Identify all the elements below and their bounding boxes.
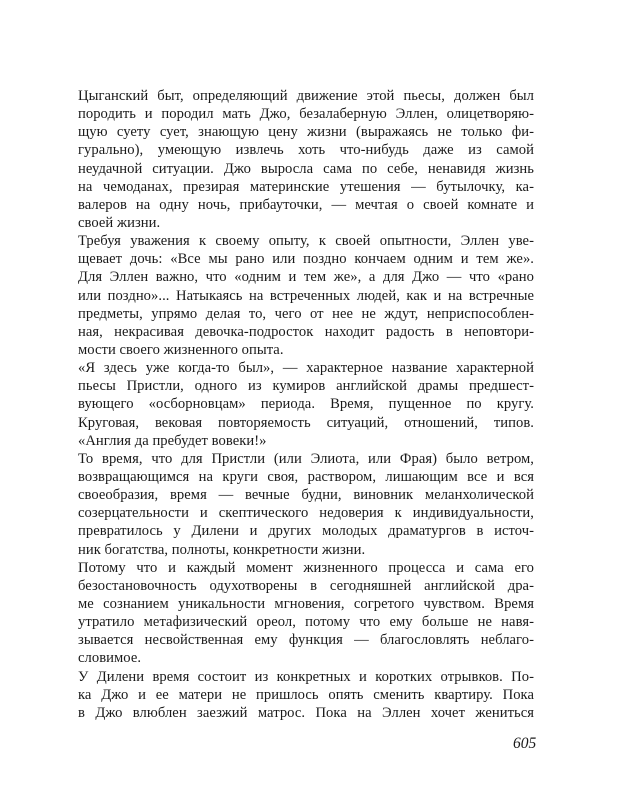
paragraph [78, 450, 534, 559]
text-line: Цыганский быт, определяющий движение этой пьесы, должен был [78, 88, 534, 104]
text-line: гурально), умеющую извлечь хоть что-нибудь даже из самой [78, 142, 534, 159]
text-line: или поздно»... Натыкаясь на встреченных людей, как и на встречные [78, 287, 534, 304]
text-line: «Англия да пребудет вовеки!» [78, 432, 267, 449]
body-text [78, 87, 534, 722]
paragraph [78, 559, 534, 668]
text-line: Требуя уважения к своему опыту, к своей опытности, Эллен уве- [78, 233, 534, 250]
text-line: созерцательности и скептического недоверия к индивидуальности, [78, 505, 534, 522]
text-line: в Джо влюблен заезжий матрос. Пока на Эллен хочет жениться [78, 704, 534, 721]
text-line: У Дилени время состоит из конкретных и коротких отрывков. По- [78, 668, 534, 685]
text-line: ме сознанием уникальности мгновения, согретого чувством. Время [78, 595, 534, 612]
paragraph [78, 359, 534, 450]
text-line: Круговая, вековая повторяемость ситуаций, отношений, типов. [78, 414, 534, 431]
text-line: ная, некрасивая девочка-подросток находит радость в неповтори- [78, 323, 534, 340]
paragraph [78, 668, 534, 722]
text-line: возвращающимся на круги своя, раствором, лишающим все и вся [78, 468, 534, 485]
text-line: своей жизни. [78, 214, 161, 231]
text-line: щевает дочь: «Все мы рано или поздно кончаем одним и тем же». [78, 251, 534, 268]
text-line: Для Эллен важно, что «одним и тем же», а для Джо — что «рано [78, 269, 534, 286]
text-line: на чемоданах, презирая материнские утешения — бутылочку, ка- [78, 178, 534, 195]
text-line: щую суету сует, знающую цену жизни (выражаясь не только фи- [78, 124, 534, 141]
text-line: предметы, упрямо делая то, чего от нее не ждут, неприспособлен- [78, 305, 534, 322]
text-line: ник богатства, полноты, конкретности жизни. [78, 541, 366, 558]
text-line: «Я здесь уже когда-то был», — характерное название характерной [78, 360, 534, 377]
text-line: превратилось у Дилени и других молодых драматургов в источ- [78, 523, 534, 540]
text-line: своеобразия, время — вечные будни, виновник меланхолической [78, 487, 534, 504]
text-line: мости своего жизненного опыта. [78, 341, 284, 358]
paragraph [78, 232, 534, 359]
text-line: неудачной ситуации. Джо выросла сама по себе, ненавидя жизнь [78, 160, 534, 177]
text-line: валеров на одну ночь, прибауточки, — мечтая о своей комнате и [78, 196, 534, 213]
text-line: словимое. [78, 650, 142, 667]
text-line: ка Джо и ее матери не пришлось опять сменить квартиру. Пока [78, 686, 534, 703]
paragraph [78, 87, 534, 232]
text-line: безостановочность одухотворены в сегодняшней английской дра- [78, 577, 534, 594]
text-line: пьесы Пристли, одного из кумиров английской драмы предшест- [78, 378, 534, 395]
text-line: Потому что и каждый момент жизненного процесса и сама его [78, 559, 534, 576]
text-line: утратило метафизический ореол, потому что ему больше не навя- [78, 614, 534, 631]
text-line: вующего «осборновцам» периода. Время, пущенное по кругу. [78, 396, 534, 413]
text-line: породить и породил мать Джо, безалаберную Эллен, олицетворяю- [78, 106, 534, 123]
page-number: 605 [513, 735, 537, 752]
text-line: То время, что для Пристли (или Элиота, или Фрая) было ветром, [78, 450, 534, 467]
text-line: зывается несвойственная ему функция — благословлять неблаго- [78, 632, 534, 649]
